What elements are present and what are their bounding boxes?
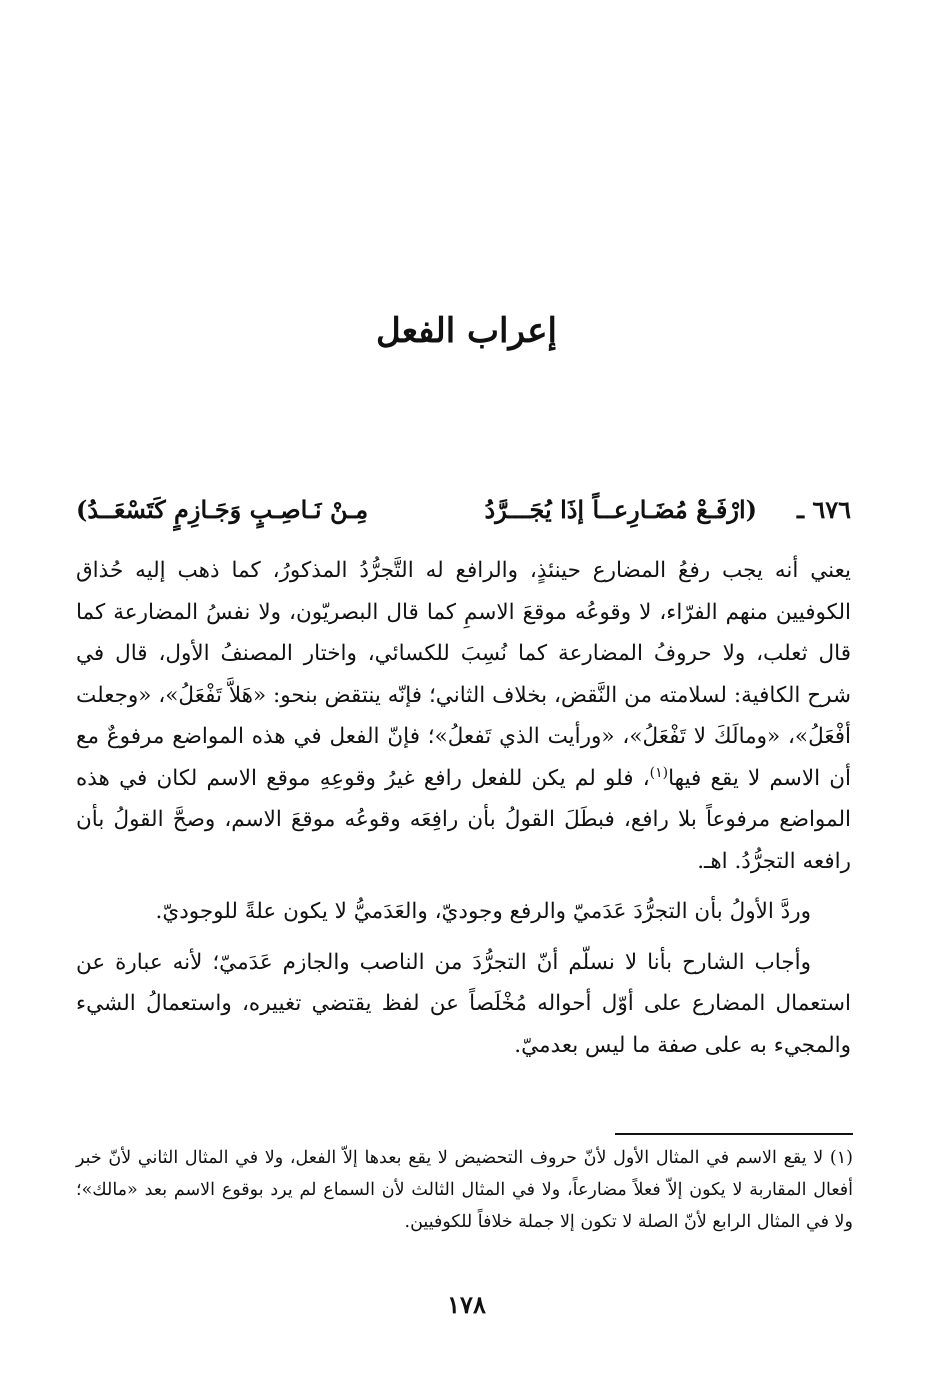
footnote-divider	[615, 1133, 853, 1135]
commentary-paragraph-2: وردَّ الأولُ بأن التجرُّدَ عَدَميّ والرفع وجوديّ، والعَدَميُّ لا يكون علةً للوجوديّ.	[155, 899, 811, 924]
verse-second-hemistich: مِـنْ نَـاصِـبٍ وَجَـازِمٍ كَتَسْعَــدُ)	[76, 495, 369, 524]
commentary-paragraph-3: وأجاب الشارح بأنا لا نسلّم أنّ التجرُّدَ من الناصب والجازم عَدَميّ؛ لأنه عبارة عن استعمال المضارع على أوّل أحواله مُخْلَصاً عن لفظ يقتضي تغييره، واستعمالُ الشيء والمجيء به على صفة ما ليس بعدميّ.	[76, 949, 851, 1058]
commentary-body	[76, 550, 851, 1066]
paragraph-1-text-after-ref: ، فلو لم يكن للفعل رافع غيرُ وقوعِهِ موقع الاسم لكان في هذه المواضع مرفوعاً بلا رافع، فبطَلَ القولُ بأن رافِعَه وقوعُه موقعَ الاسم، وصحَّ القولُ بأن رافعه التجرُّدُ. اهـ.	[76, 765, 851, 874]
verse-number: ٦٧٦ ـ	[796, 495, 851, 524]
footnote-text: (١) لا يقع الاسم في المثال الأول لأنّ حروف التحضيض لا يقع بعدها إلاّ الفعل، ولا في المثال الثاني لأنّ خبر أفعال المقاربة لا يكون إلاّ فعلاً مضارعاً، ولا في المثال الثالث لأن السماع لم يرد بوقوع الاسم بعد «مالك»؛ ولا في المثال الرابع لأنّ الصلة لا تكون إلا جملة خلافاً للكوفيين.	[76, 1148, 853, 1232]
verse-line	[76, 490, 851, 530]
chapter-title: إعراب الفعل	[376, 311, 557, 351]
footnote-reference: (١)	[649, 764, 669, 781]
commentary-paragraph-1	[76, 550, 851, 882]
paragraph-1-text-before-ref: يعني أنه يجب رفعُ المضارع حينئذٍ، والرافع له التَّجرُّدُ المذكورُ، كما ذهب إليه حُذاق الكوفيين منهم الفرّاء، لا وقوعُه موقعَ الاسمِ كما قال البصريّون، ولا نفسُ المضارعة كما قال ثعلب، ولا حروفُ المضارعة كما نُسِبَ للكسائي، واختار المصنفُ الأول، قال في شرح الكافية: لسلامته من النَّقض، بخلاف الثاني؛ فإنّه ينتقض بنحو: «هَلاَّ تَفْعَلُ»، «وجعلت أفْعَلُ»، «ومالَكَ لا تَفْعَلُ»، «ورأيت الذي تَفعلُ»؛ فإنّ الفعل في هذه المواضع مرفوعٌ مع أن الاسم لا يقع فيها	[76, 558, 852, 791]
verse-first-hemistich: (ارْفَـعْ مُضَـارِعــاً إذَا يُجَـــرَّدُ	[484, 495, 757, 524]
page-number: ١٧٨	[447, 1290, 486, 1319]
